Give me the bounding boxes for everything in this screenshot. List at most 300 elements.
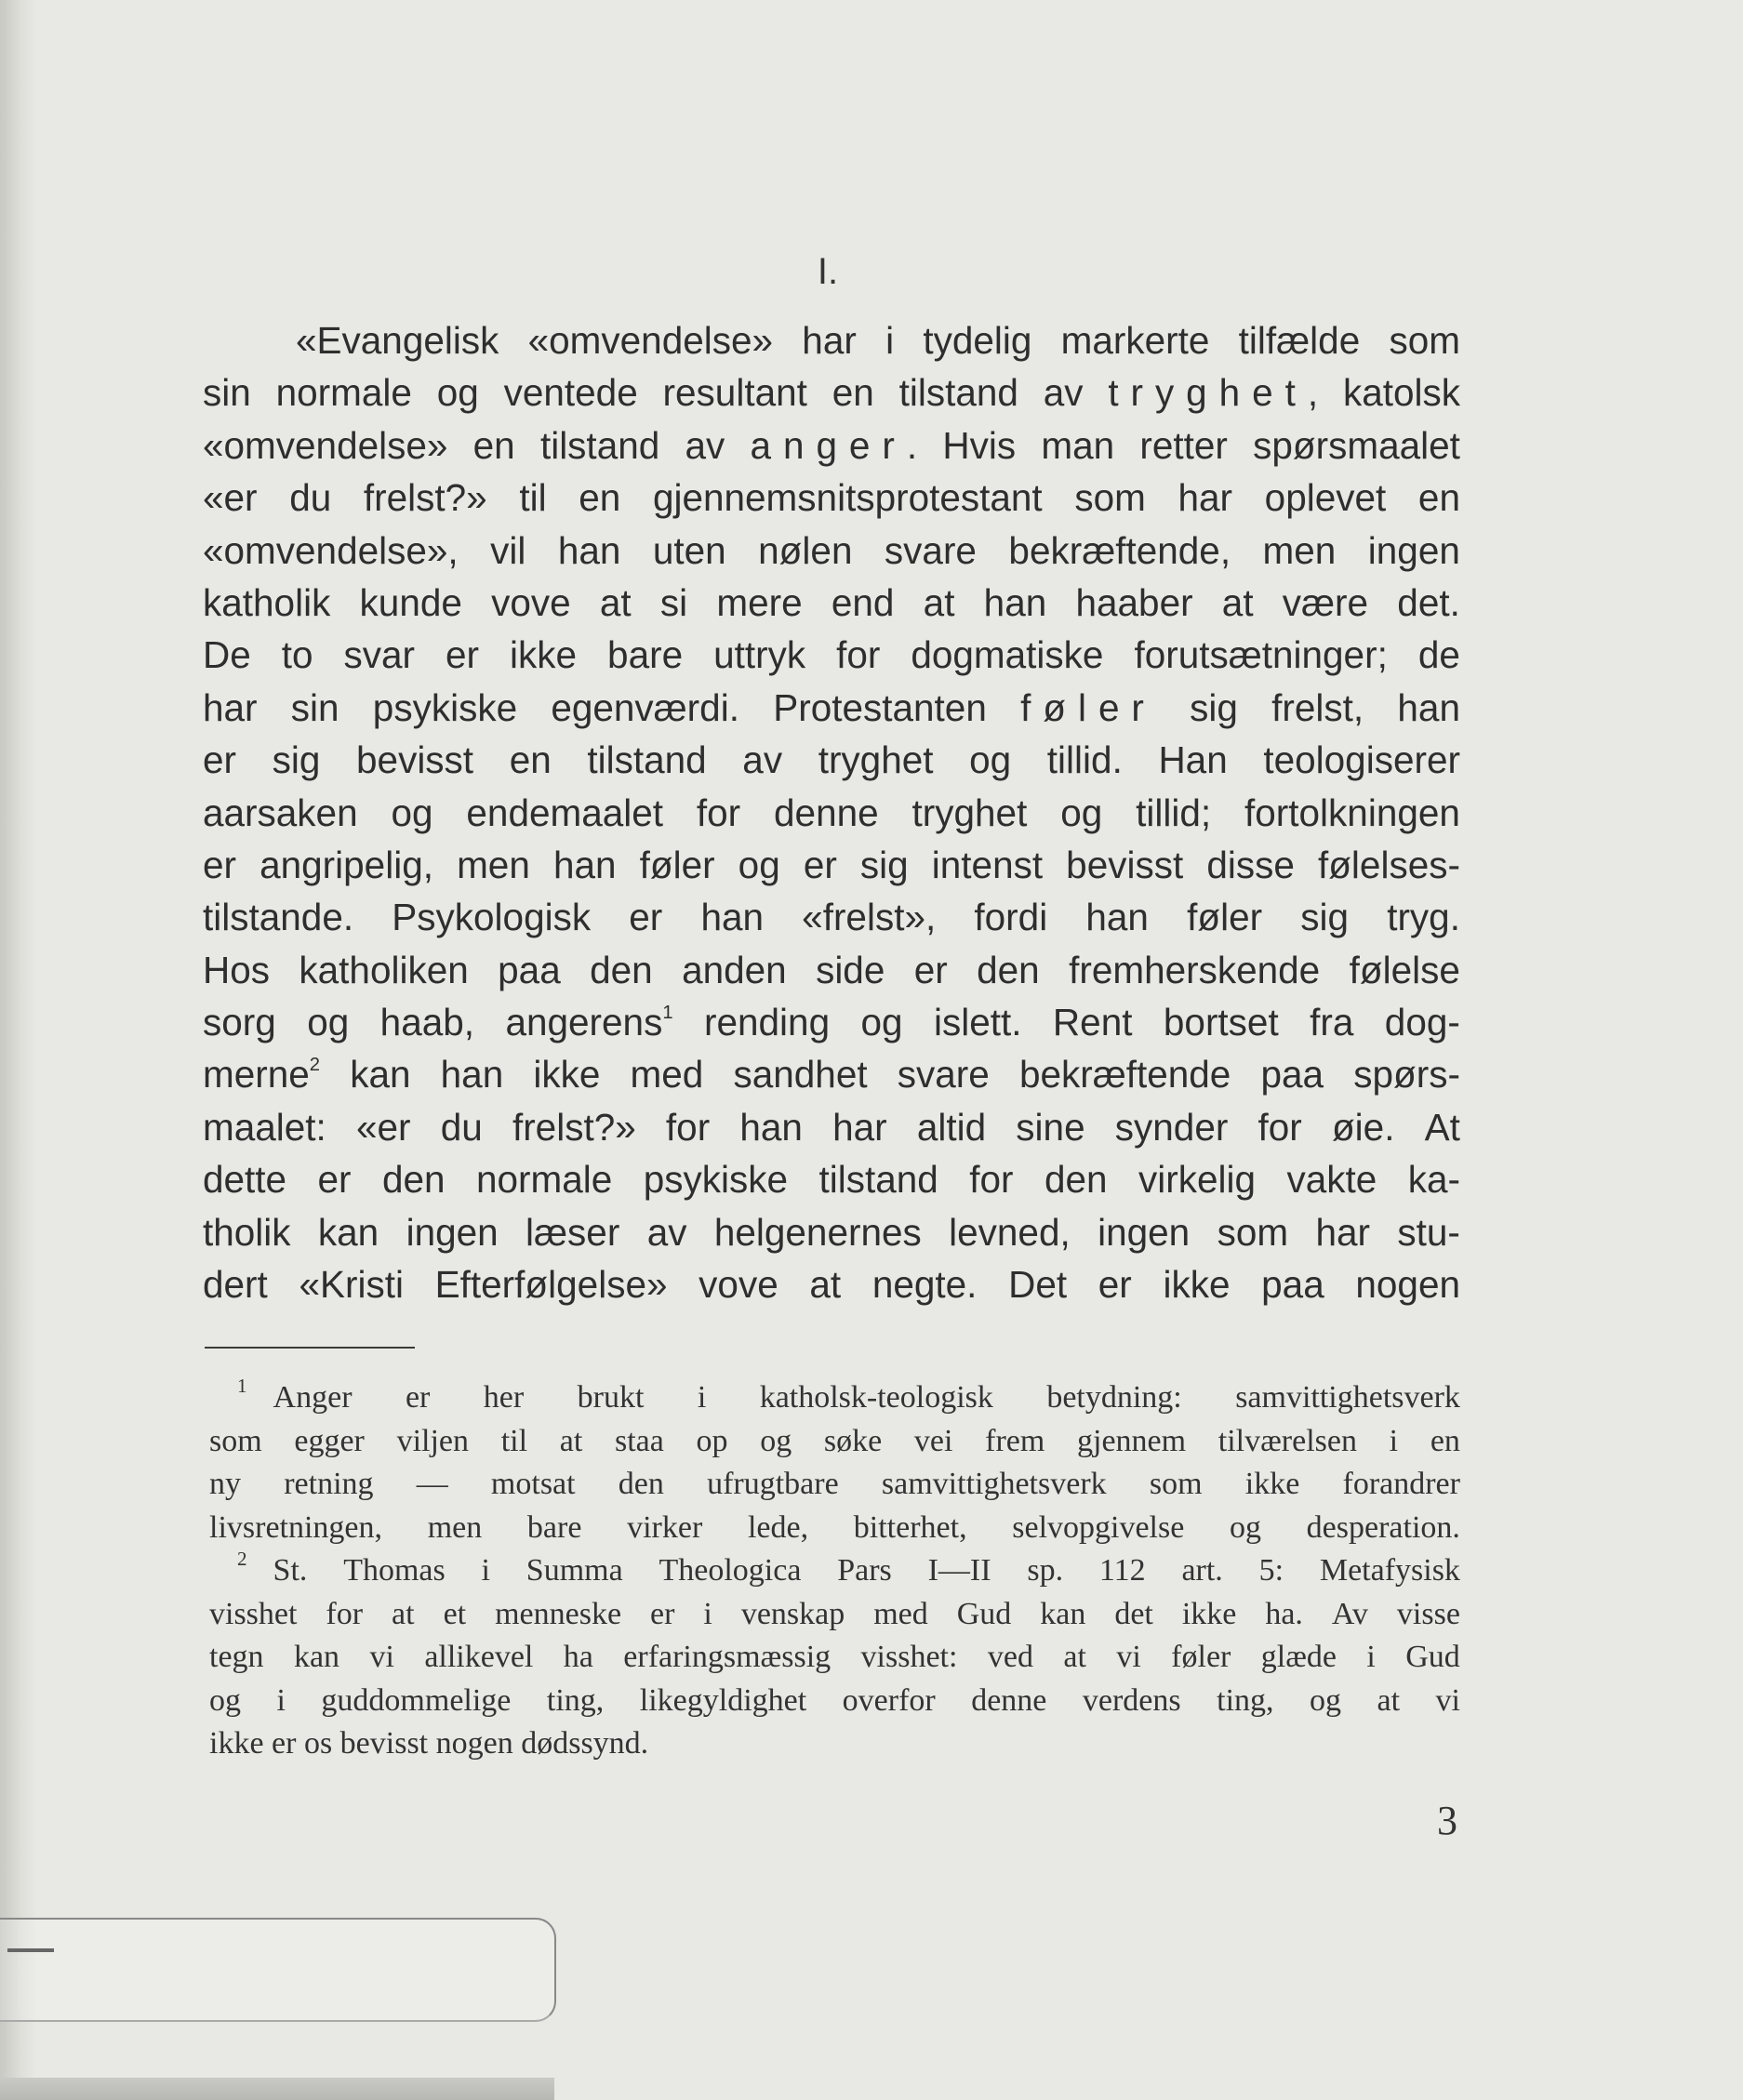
word: virker xyxy=(627,1509,703,1545)
word: svar xyxy=(343,633,416,677)
footnote-marker: 2 xyxy=(237,1548,247,1571)
word: i xyxy=(1366,1640,1376,1674)
word: bevisst xyxy=(356,738,474,782)
word: tilstand xyxy=(587,738,707,782)
word: søke xyxy=(823,1423,883,1458)
word: ikke xyxy=(533,1053,601,1097)
word: endemaalet xyxy=(466,791,664,834)
word: føler xyxy=(1187,896,1263,939)
word: venskap xyxy=(740,1596,845,1631)
body-line xyxy=(203,787,1460,839)
word: stu- xyxy=(1397,1210,1460,1254)
word: «omvendelse» xyxy=(203,423,448,467)
word: Protestanten xyxy=(773,685,987,729)
word: i xyxy=(1389,1423,1399,1458)
word: men xyxy=(427,1509,483,1545)
word: vi xyxy=(1116,1640,1141,1674)
word: visshet xyxy=(209,1596,298,1631)
word: dette xyxy=(203,1158,287,1202)
word: er xyxy=(446,633,480,677)
word: ting, xyxy=(546,1682,605,1718)
word: gjennemsnitsprotestant xyxy=(652,476,1043,520)
word: betydning: xyxy=(1046,1380,1182,1415)
word: føler xyxy=(1171,1640,1231,1674)
word: anden xyxy=(682,948,787,991)
word: være xyxy=(1282,580,1369,624)
word: som xyxy=(1149,1467,1203,1501)
word: to xyxy=(281,633,313,677)
word: tryghet xyxy=(818,738,934,782)
word: visse xyxy=(1396,1596,1460,1631)
word: i xyxy=(703,1596,712,1631)
word: virkelig xyxy=(1138,1158,1256,1202)
word: samvittighetsverk xyxy=(881,1467,1107,1501)
word: «er xyxy=(203,476,258,520)
word: som xyxy=(209,1423,262,1458)
word: har xyxy=(1178,476,1233,520)
word: likegyldighet xyxy=(639,1682,807,1718)
word: katholiken xyxy=(299,948,469,991)
word: levned, xyxy=(949,1210,1071,1254)
word: er xyxy=(650,1596,675,1631)
body-text xyxy=(203,314,1460,1310)
word: Thomas xyxy=(343,1553,446,1588)
word: han xyxy=(1397,685,1460,729)
word: en xyxy=(579,476,621,520)
footnote-marker: 1 xyxy=(237,1375,247,1398)
footnote-line xyxy=(209,1463,1460,1507)
word: er xyxy=(803,843,837,886)
footnote-line xyxy=(209,1680,1460,1723)
word: tilstand xyxy=(539,423,660,467)
chapter-number: I. xyxy=(817,251,839,292)
body-line xyxy=(203,419,1460,472)
word: svare xyxy=(897,1053,990,1097)
word: ha. xyxy=(1265,1596,1303,1631)
body-line xyxy=(203,472,1460,524)
word: av xyxy=(742,738,783,782)
word xyxy=(1020,682,1156,734)
word: for xyxy=(696,791,741,834)
word: følelse xyxy=(1349,948,1460,991)
word: at xyxy=(559,1423,583,1458)
word: «Evangelisk xyxy=(296,319,499,362)
word: 5: xyxy=(1258,1553,1284,1588)
word: et xyxy=(443,1596,467,1631)
word: ikke xyxy=(510,633,578,677)
word: en xyxy=(472,423,515,467)
word: i xyxy=(276,1682,286,1718)
word: altid xyxy=(916,1105,987,1149)
word: vi xyxy=(369,1640,394,1674)
body-line xyxy=(203,525,1460,577)
word: tilstand xyxy=(818,1158,938,1202)
word: art. xyxy=(1181,1553,1223,1588)
word: ikke xyxy=(1163,1263,1231,1307)
word: at xyxy=(392,1596,415,1631)
word: han xyxy=(1085,896,1149,939)
word: og xyxy=(1310,1682,1342,1718)
emphasis-spaced: anger xyxy=(750,423,907,467)
footnote-line xyxy=(209,1507,1460,1550)
word: erfaringsmæssig xyxy=(623,1640,832,1674)
word: intenst xyxy=(931,843,1044,886)
word: og xyxy=(738,843,780,886)
body-line xyxy=(203,314,1460,366)
word: i xyxy=(697,1380,707,1415)
word: tholik xyxy=(203,1210,291,1254)
word: Efterfølgelse» xyxy=(434,1263,668,1307)
word: ventede xyxy=(503,371,638,415)
word: ikke xyxy=(1181,1596,1237,1631)
word: og xyxy=(391,791,433,834)
word: si xyxy=(659,580,688,624)
word: og xyxy=(969,738,1012,782)
word: og xyxy=(209,1682,241,1718)
word: katolsk xyxy=(1342,371,1460,415)
word: bortset xyxy=(1163,1001,1279,1044)
word: helgenernes xyxy=(713,1210,922,1254)
word: viljen xyxy=(396,1423,470,1458)
word: fra xyxy=(1310,1001,1354,1044)
word: nogen xyxy=(1355,1263,1460,1307)
word: de xyxy=(1417,633,1460,677)
word: tilværelsen xyxy=(1217,1423,1357,1458)
word: menneske xyxy=(495,1596,622,1631)
footnote-line xyxy=(209,1636,1460,1680)
word: og xyxy=(436,371,479,415)
word: 112 xyxy=(1098,1553,1146,1588)
word: kan xyxy=(293,1640,340,1674)
word: det. xyxy=(1397,580,1460,624)
word: han xyxy=(983,580,1047,624)
word: haaber xyxy=(1075,580,1193,624)
word: er xyxy=(203,738,237,782)
word: markerte xyxy=(1060,319,1210,362)
word: paa xyxy=(1261,1263,1324,1307)
word: tryghet, xyxy=(1108,371,1319,415)
word: Theologica xyxy=(659,1553,802,1588)
word: synder xyxy=(1114,1105,1229,1149)
word: for xyxy=(326,1596,364,1631)
word: at xyxy=(923,580,955,624)
tab-mark xyxy=(7,1948,54,1952)
word: til xyxy=(519,476,547,520)
word: tryghet xyxy=(911,791,1028,834)
footnote-line xyxy=(209,1593,1460,1637)
footnote-line: ikke er os bevisst nogen dødssynd. xyxy=(209,1726,649,1761)
word: $^1$ Anger xyxy=(237,1375,353,1415)
word: Det xyxy=(1008,1263,1068,1307)
word: sorg xyxy=(203,1001,276,1044)
word: kunde xyxy=(359,580,462,624)
word: bevisst xyxy=(1066,843,1184,886)
body-line xyxy=(203,1153,1460,1205)
word: $^2$ St. xyxy=(237,1548,308,1588)
body-line xyxy=(203,1206,1460,1258)
word: som xyxy=(1074,476,1146,520)
word: sig xyxy=(1190,685,1238,729)
word: kan xyxy=(317,1210,379,1254)
word: kan xyxy=(1040,1596,1086,1631)
word: at xyxy=(599,580,632,624)
word: op xyxy=(696,1423,728,1458)
word: Psykologisk xyxy=(392,896,592,939)
word: aarsaken xyxy=(203,791,358,834)
body-line xyxy=(203,996,1460,1048)
word: frelst?» xyxy=(512,1105,636,1149)
word: «er xyxy=(355,1105,411,1149)
word: gjennem xyxy=(1077,1423,1187,1458)
word: Summa xyxy=(526,1553,623,1588)
footnote-line xyxy=(209,1420,1460,1464)
word: katholsk-teologisk xyxy=(759,1380,993,1415)
word: for xyxy=(969,1158,1014,1202)
page-tab-outline xyxy=(0,1918,556,2022)
word: brukt xyxy=(577,1380,645,1415)
word: her xyxy=(483,1380,525,1415)
word: i xyxy=(885,319,895,362)
word: tilstand xyxy=(898,371,1018,415)
word: vakte xyxy=(1286,1158,1377,1202)
word: ingen xyxy=(406,1210,499,1254)
word: resultant xyxy=(662,371,807,415)
word: islett. xyxy=(933,1001,1022,1044)
word: ha xyxy=(563,1640,593,1674)
word: psykiske xyxy=(643,1158,789,1202)
word: han xyxy=(440,1053,504,1097)
word: allikevel xyxy=(424,1640,534,1674)
word: mere xyxy=(716,580,803,624)
word: paa xyxy=(498,948,561,991)
word: frelst, xyxy=(1271,685,1364,729)
word: at xyxy=(1377,1682,1401,1718)
word: De xyxy=(203,633,251,677)
word: den xyxy=(590,948,653,991)
word: staa xyxy=(614,1423,664,1458)
word: — xyxy=(416,1467,448,1501)
word: bitterhet, xyxy=(853,1509,967,1545)
body-line xyxy=(203,366,1460,419)
word: Av xyxy=(1331,1596,1368,1631)
word: sp. xyxy=(1027,1553,1064,1588)
word: han xyxy=(552,843,617,886)
word: forutsætninger; xyxy=(1134,633,1388,677)
word: han xyxy=(700,896,765,939)
word: han xyxy=(739,1105,803,1149)
word: vil xyxy=(490,528,526,572)
word: den xyxy=(381,1158,446,1202)
footnote-line xyxy=(209,1549,1460,1593)
footnote-reference: 2 xyxy=(309,1055,321,1076)
word: Gud xyxy=(1405,1640,1460,1674)
word: denne xyxy=(774,791,879,834)
word: er xyxy=(405,1380,431,1415)
word: psykiske xyxy=(372,685,518,729)
word: har xyxy=(832,1105,887,1149)
word: uten xyxy=(652,528,726,572)
word: en xyxy=(1417,476,1460,520)
emphasis-spaced: tryghet xyxy=(1108,371,1308,415)
word: at xyxy=(1063,1640,1086,1674)
word: tydelig xyxy=(923,319,1032,362)
word: men xyxy=(1262,528,1337,572)
word: tilstande. xyxy=(203,896,354,939)
body-line xyxy=(203,1048,1460,1100)
body-line xyxy=(203,682,1460,734)
word: for xyxy=(836,633,881,677)
word: dog- xyxy=(1384,1001,1460,1044)
word: vove xyxy=(491,580,571,624)
word: overfor xyxy=(842,1682,936,1718)
word: føler xyxy=(639,843,715,886)
word: og xyxy=(860,1001,903,1044)
word: sin xyxy=(203,371,251,415)
word: fortolkningen xyxy=(1244,791,1460,834)
word: den xyxy=(977,948,1040,991)
word: bekræftende, xyxy=(1008,528,1231,572)
word: har xyxy=(802,319,857,362)
word: Hos xyxy=(203,948,271,991)
word: ufrugtbare xyxy=(707,1467,839,1501)
word: «omvendelse», xyxy=(203,528,459,572)
word: tilfælde xyxy=(1238,319,1361,362)
word: haab, xyxy=(379,1001,475,1044)
word: vove xyxy=(699,1263,778,1307)
word: som xyxy=(1217,1210,1289,1254)
word: du xyxy=(440,1105,483,1149)
word: ikke xyxy=(1244,1467,1300,1501)
word: uttryk xyxy=(713,633,806,677)
word: frem xyxy=(985,1423,1045,1458)
word: samvittighetsverk xyxy=(1235,1380,1460,1415)
word: av xyxy=(646,1210,687,1254)
word: med xyxy=(630,1053,704,1097)
word: bekræftende xyxy=(1018,1053,1231,1097)
word: «omvendelse» xyxy=(527,319,774,362)
word: Metafysisk xyxy=(1319,1553,1460,1588)
word: ingen xyxy=(1367,528,1460,572)
word: sig xyxy=(272,738,321,782)
word: angerens$^1$ xyxy=(505,1001,673,1044)
word: har xyxy=(203,685,258,729)
word: negte. xyxy=(872,1263,978,1307)
word: sine xyxy=(1016,1105,1085,1149)
word: merne$^2$ xyxy=(203,1053,321,1097)
word: tillid; xyxy=(1136,791,1212,834)
word: I—II xyxy=(927,1553,991,1588)
word: vei xyxy=(913,1423,953,1458)
word: side xyxy=(816,948,885,991)
word: spørs- xyxy=(1353,1053,1460,1097)
word: Hvis xyxy=(942,423,1017,467)
word: At xyxy=(1424,1105,1460,1149)
word: Rent xyxy=(1052,1001,1133,1044)
word: tryg. xyxy=(1387,896,1460,939)
word: ting, xyxy=(1217,1682,1274,1718)
word: er xyxy=(629,896,663,939)
word: følelses- xyxy=(1317,843,1460,886)
word: og xyxy=(307,1001,350,1044)
word: Gud xyxy=(956,1596,1012,1631)
word: som xyxy=(1389,319,1460,362)
body-line xyxy=(203,629,1460,681)
word: spørsmaalet xyxy=(1253,423,1460,467)
word: til xyxy=(500,1423,528,1458)
word: «Kristi xyxy=(299,1263,404,1307)
word: maalet: xyxy=(203,1105,326,1149)
word: med xyxy=(873,1596,928,1631)
body-line xyxy=(203,577,1460,629)
word: dogmatiske xyxy=(911,633,1104,677)
word: livsretningen, xyxy=(209,1509,383,1545)
word: av xyxy=(685,423,725,467)
word: teologiserer xyxy=(1263,738,1460,782)
word: visshet: xyxy=(860,1640,958,1674)
word: tegn xyxy=(209,1640,264,1674)
word: glæde xyxy=(1260,1640,1337,1674)
word: har xyxy=(1315,1210,1370,1254)
word: kan xyxy=(350,1053,411,1097)
word: man xyxy=(1041,423,1115,467)
word: bare xyxy=(526,1509,582,1545)
word: den xyxy=(618,1467,664,1501)
word: ka- xyxy=(1407,1158,1460,1202)
page-edge-shadow xyxy=(0,0,37,2100)
footnote-reference: 1 xyxy=(662,1002,673,1023)
word: selvopgivelse xyxy=(1012,1509,1185,1545)
footnote-divider xyxy=(205,1347,415,1349)
word: normale xyxy=(475,1158,613,1202)
word: svare xyxy=(884,528,977,572)
word: en xyxy=(509,738,552,782)
word: er xyxy=(317,1158,352,1202)
word: nølen xyxy=(758,528,853,572)
body-line xyxy=(203,891,1460,943)
word: er xyxy=(1098,1263,1132,1307)
word: læser xyxy=(526,1210,620,1254)
word: bare xyxy=(607,633,684,677)
word: end xyxy=(831,580,895,624)
word: av xyxy=(1043,371,1084,415)
word: er xyxy=(203,843,237,886)
word: han xyxy=(557,528,621,572)
word: for xyxy=(665,1105,711,1149)
body-line xyxy=(203,1101,1460,1153)
word: ny xyxy=(209,1467,241,1501)
word: normale xyxy=(275,371,412,415)
word: og xyxy=(1060,791,1103,834)
word: i xyxy=(481,1553,490,1588)
word: ingen xyxy=(1098,1210,1191,1254)
word: fremherskende xyxy=(1069,948,1321,991)
word: at xyxy=(809,1263,842,1307)
word: guddommelige xyxy=(321,1682,512,1718)
body-line xyxy=(203,1258,1460,1310)
word: den xyxy=(1044,1158,1108,1202)
word: lede, xyxy=(747,1509,809,1545)
word: det xyxy=(1114,1596,1153,1631)
word: motsat xyxy=(490,1467,576,1501)
body-line xyxy=(203,839,1460,891)
page-number: 3 xyxy=(1437,1798,1457,1843)
word: sin xyxy=(290,685,339,729)
word: er xyxy=(913,948,948,991)
emphasis-spaced: føler xyxy=(1020,685,1156,729)
word: tillid. xyxy=(1046,738,1123,782)
word: sig xyxy=(1300,896,1350,939)
word: «frelst», xyxy=(802,896,937,939)
